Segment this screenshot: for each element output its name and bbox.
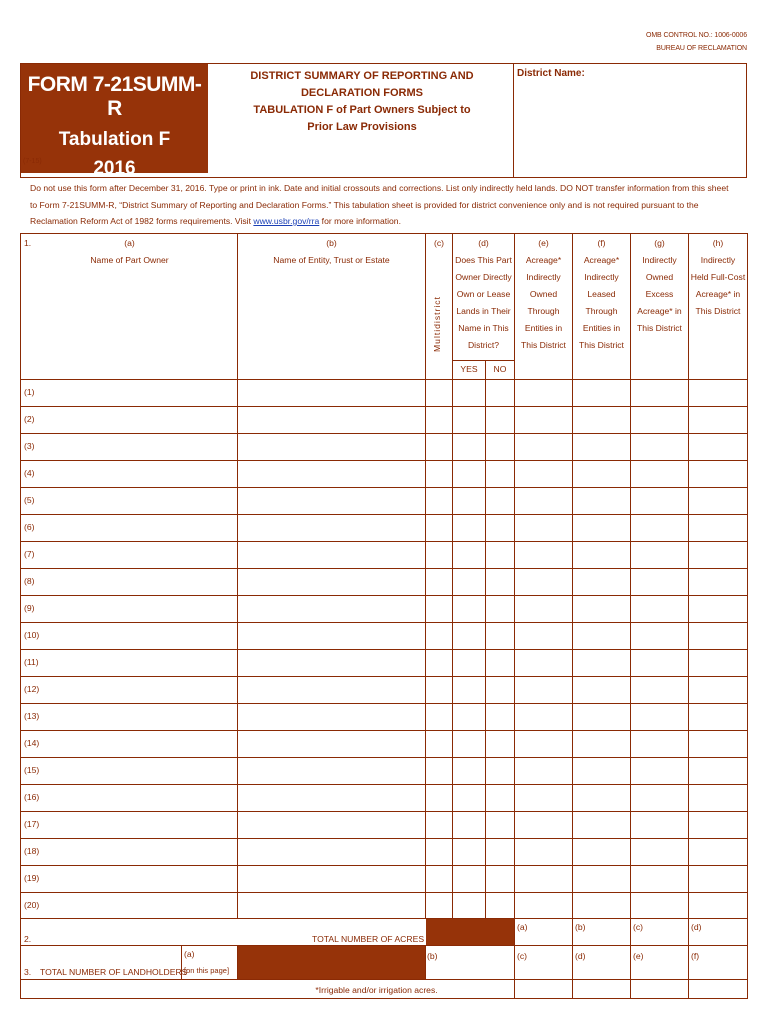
- total-acres-label: TOTAL NUMBER OF ACRES: [312, 934, 425, 944]
- revision-code: (7-15): [23, 158, 42, 165]
- footnote: *Irrigable and/or irrigation acres.: [315, 985, 438, 995]
- title-line1: DISTRICT SUMMARY OF REPORTING AND: [250, 70, 474, 82]
- column-c-header: (c): [433, 238, 445, 248]
- total-acres-f-cell[interactable]: (b): [575, 922, 586, 932]
- district-name-label: District Name:: [517, 68, 585, 79]
- tabulation-label: Tabulation F: [58, 129, 171, 150]
- column-g-header: (g) Indirectly Owned Excess Acreage* in This District: [637, 238, 682, 333]
- column-f-header: (f) Acreage* Indirectly Leased Through Entities in This District: [579, 238, 624, 350]
- no-label: NO: [493, 364, 507, 374]
- table-row[interactable]: (15): [24, 765, 40, 775]
- instructions-line2: to Form 7-21SUMM-R, “District Summary of Reporting and Declaration Forms.” This tabulation sheet is provided for district convenience only and is not required pursuant to the: [30, 199, 699, 210]
- table-row[interactable]: (4): [24, 468, 35, 478]
- table-row[interactable]: (9): [24, 603, 35, 613]
- form-year: 2016: [93, 158, 136, 179]
- omb-control-number: OMB CONTROL NO.: 1006-0006: [645, 32, 747, 39]
- instructions-line1: Do not use this form after December 31, 2016. Type or print in ink. Date and initial crossouts and corrections. List only indirectly held lands. DO NOT transfer information from this sheet: [30, 183, 729, 193]
- table-row[interactable]: (13): [24, 711, 40, 721]
- total-acres-h-cell[interactable]: (d): [691, 922, 702, 932]
- section-1-label: 1.: [24, 238, 32, 248]
- landholders-e-cell[interactable]: (e): [633, 951, 644, 961]
- usbr-rra-link[interactable]: www.usbr.gov/rra: [253, 216, 320, 226]
- section-3-label: 3.: [24, 967, 32, 977]
- form-number: FORM 7-21SUMM-R: [27, 73, 202, 120]
- column-a-header: (a) Name of Part Owner: [90, 238, 169, 265]
- total-acres-shaded-cell: [426, 919, 514, 945]
- table-row[interactable]: (8): [24, 576, 35, 586]
- landholders-b-cell[interactable]: (b): [427, 951, 438, 961]
- total-landholders-label: TOTAL NUMBER OF LANDHOLDERS: [40, 967, 188, 977]
- table-row[interactable]: (6): [24, 522, 35, 532]
- table-row[interactable]: (11): [24, 657, 39, 667]
- instructions-line3: Reclamation Reform Act of 1982 forms requirements. Visit www.usbr.gov/rra for more information.: [30, 216, 401, 226]
- column-h-header: (h) Indirectly Held Full-Cost Acreage* in This District: [690, 238, 746, 316]
- total-landholders-shaded-cell: [238, 946, 425, 979]
- column-d-header: (d) Does This Part Owner Directly Own or Lease Lands in Their Name in This District?: [455, 238, 512, 350]
- table-row[interactable]: (19): [24, 873, 40, 883]
- table-row[interactable]: (12): [24, 684, 40, 694]
- landholders-f-cell[interactable]: (f): [691, 951, 700, 961]
- title-line3: TABULATION F of Part Owners Subject to: [253, 104, 471, 116]
- table-row[interactable]: (14): [24, 738, 40, 748]
- title-line2: DECLARATION FORMS: [300, 87, 423, 99]
- column-b-header: (b) Name of Entity, Trust or Estate: [273, 238, 390, 265]
- landholders-note: [on this page]: [184, 966, 230, 975]
- title-line4: Prior Law Provisions: [307, 121, 417, 133]
- landholders-c-cell[interactable]: (c): [517, 951, 528, 961]
- landholders-d-cell[interactable]: (d): [575, 951, 586, 961]
- bureau-label: BUREAU OF RECLAMATION: [656, 45, 747, 52]
- yes-label: YES: [460, 364, 478, 374]
- table-row[interactable]: (17): [24, 819, 40, 829]
- table-row[interactable]: (10): [24, 630, 40, 640]
- table-row[interactable]: (20): [24, 900, 40, 910]
- landholders-a-label: (a): [184, 949, 195, 959]
- total-acres-g-cell[interactable]: (c): [633, 922, 644, 932]
- multidistrict-label: Multidistrict: [432, 296, 442, 352]
- column-e-header: (e) Acreage* Indirectly Owned Through Entities in This District: [521, 238, 566, 350]
- table-row[interactable]: (1): [24, 387, 35, 397]
- table-row[interactable]: (7): [24, 549, 35, 559]
- section-2-label: 2.: [24, 934, 32, 944]
- table-row[interactable]: (16): [24, 792, 40, 802]
- table-row[interactable]: (3): [24, 441, 35, 451]
- table-row[interactable]: (2): [24, 414, 35, 424]
- table-row[interactable]: (18): [24, 846, 40, 856]
- table-row[interactable]: (5): [24, 495, 35, 505]
- total-acres-e-cell[interactable]: (a): [517, 922, 528, 932]
